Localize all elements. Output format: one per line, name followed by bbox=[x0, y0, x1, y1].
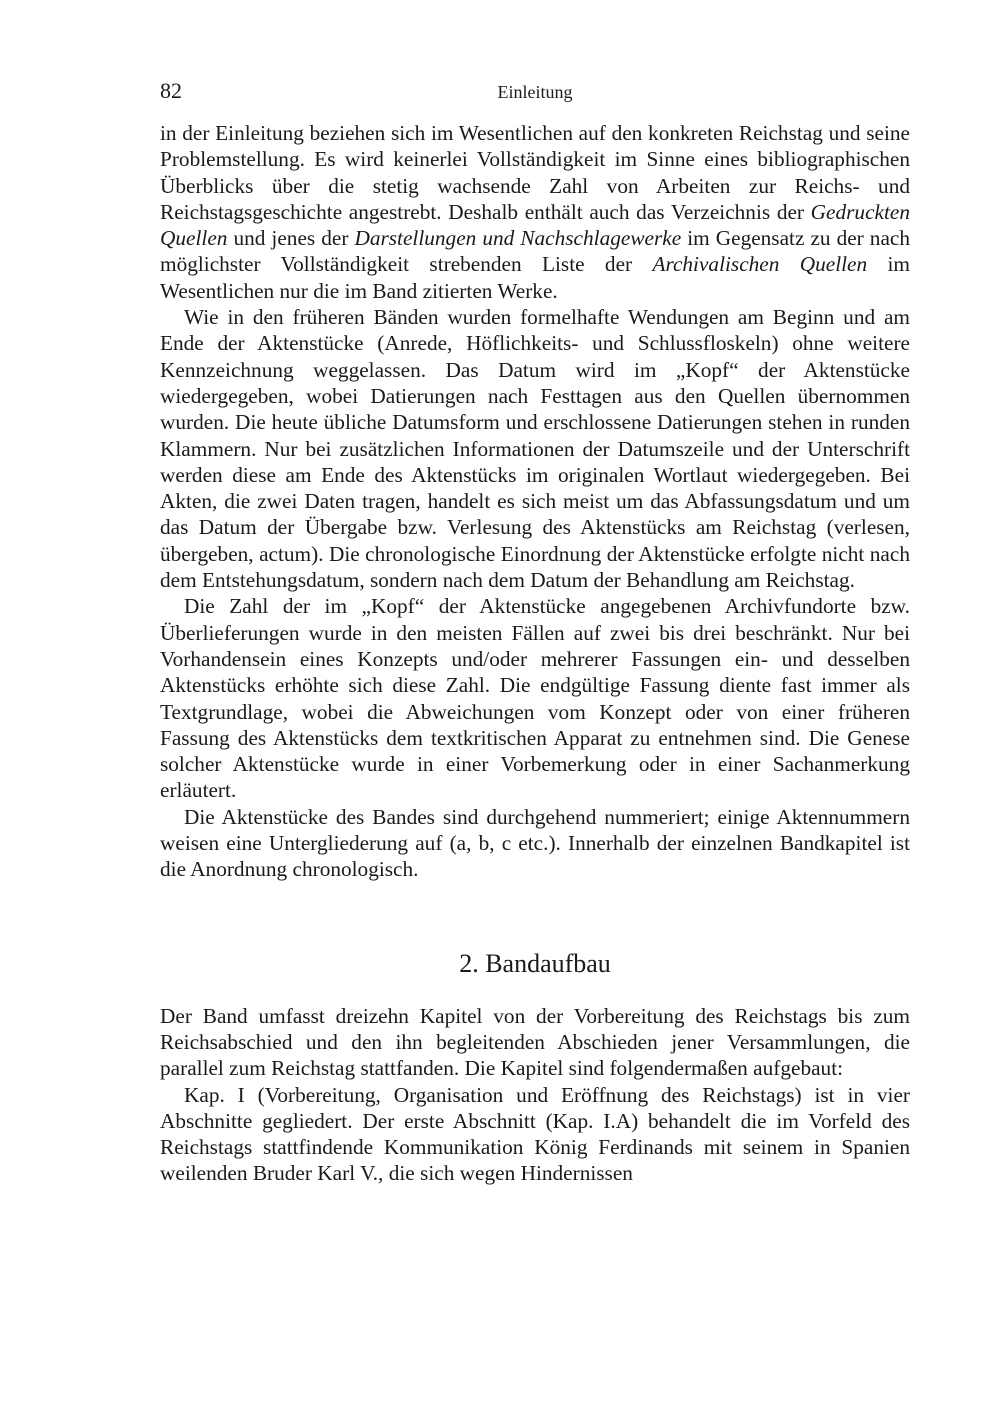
page-number: 82 bbox=[160, 78, 182, 103]
italic-title: Gedruckten Quellen bbox=[160, 199, 910, 251]
body-text bbox=[160, 120, 910, 1187]
paragraph: Kap. I (Vorbereitung, Organisation und Eröffnung des Reichstags) ist in vier Abschnitte gegliedert. Der erste Abschnitt (Kap. I.A) behandelt die im Vorfeld des Reichstags stattfindende Kommunikation König Ferdinands mit seinem in Spanien weilenden Bruder Karl V., die sich wegen Hindernissen bbox=[160, 1082, 910, 1186]
section-heading: 2. Bandaufbau bbox=[459, 948, 611, 978]
paragraph: Die Aktenstücke des Bandes sind durchgehend nummeriert; einige Aktennummern weisen eine Untergliederung auf (a, b, c etc.). Innerhalb der einzelnen Bandkapitel ist die Anordnung chronologisch. bbox=[160, 804, 910, 882]
italic-title: Archivalischen Quellen bbox=[652, 252, 868, 277]
running-head bbox=[160, 78, 910, 108]
italic-title: Darstellungen und Nachschlagewerke bbox=[354, 226, 682, 251]
running-head-title: Einleitung bbox=[497, 82, 573, 102]
paragraph: Die Zahl der im „Kopf“ der Aktenstücke angegebenen Archivfundorte bzw. Überlieferungen wurde in den meisten Fällen auf zwei bis drei beschränkt. Nur bei Vorhandensein eines Konzepts und/oder mehrerer Fassungen ein- und desselben Aktenstücks erhöhte sich diese Zahl. Die endgültige Fassung diente fast immer als Textgrundlage, wobei die Abweichungen vom Konzept oder von einer früheren Fassung des Aktenstücks dem textkritischen Apparat zu entnehmen sind. Die Genese solcher Aktenstücke wurde in einer Vorbemerkung oder in einer Sachanmerkung erläutert. bbox=[160, 594, 910, 803]
document-page bbox=[160, 78, 910, 1187]
paragraph: in der Einleitung beziehen sich im Wesentlichen auf den konkreten Reichstag und seine Problemstellung. Es wird keinerlei Vollständigkeit im Sinne eines bibliographischen Überblicks über die stetig wachsende Zahl von Arbeiten zur Reichs- und Reichstagsgeschichte angestrebt. Deshalb enthält auch das Verzeichnis der Gedruckten Quellen und jenes der Darstellungen und Nachschlagewerke im Gegensatz zu der nach möglichster Vollständigkeit strebenden Liste der Archivalischen Quellen im Wesentlichen nur die im Band zitierten Werke. bbox=[160, 121, 911, 303]
paragraph: Wie in den früheren Bänden wurden formelhafte Wendungen am Beginn und am Ende der Aktenstücke (Anrede, Höflichkeits- und Schlussfloskeln) ohne weitere Kennzeichnung weggelassen. Das Datum wird im „Kopf“ der Aktenstücke wiedergegeben, wobei Datierungen nach Festtagen aus den Quellen übernommen wurden. Die heute übliche Datumsform und erschlossene Datierungen stehen in runden Klammern. Nur bei zusätzlichen Informationen der Datumszeile und der Unterschrift werden diese am Ende des Aktenstücks im originalen Wortlaut wiedergegeben. Bei Akten, die zwei Daten tragen, handelt es sich meist um das Abfassungsdatum und um das Datum der Übergabe bzw. Verlesung des Aktenstücks am Reichstag (verlesen, übergeben, actum). Die chronologische Einordnung der Aktenstücke erfolgte nicht nach dem Entstehungsdatum, sondern nach dem Datum der Behandlung am Reichstag. bbox=[160, 305, 910, 593]
paragraph: Der Band umfasst dreizehn Kapitel von der Vorbereitung des Reichstags bis zum Reichsabschied und den ihn begleitenden Abschieden jener Versammlungen, die parallel zum Reichstag stattfanden. Die Kapitel sind folgendermaßen aufgebaut: bbox=[160, 1003, 910, 1081]
